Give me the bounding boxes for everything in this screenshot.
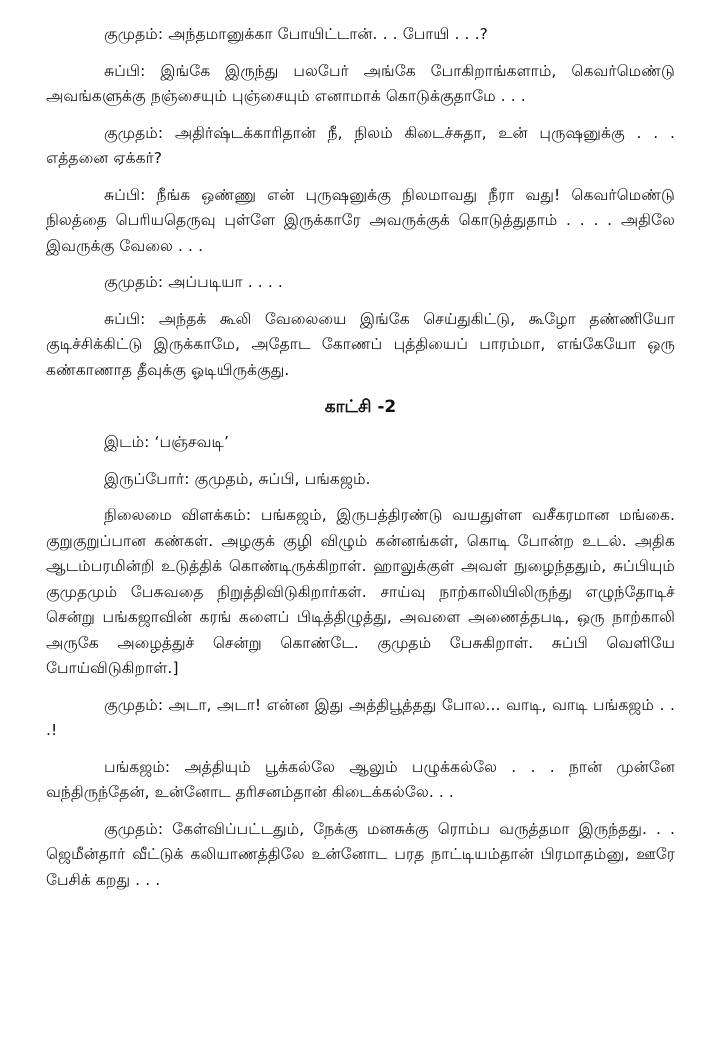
dialogue-kumudham-4: குமுதம்: அடா, அடா! என்ன இது அத்திபூத்தது போல... வாடி, வாடி பங்கஜம் . . .! (46, 695, 675, 739)
dialogue-kumudham-5: குமுதம்: கேள்விப்பட்டதும், நேக்கு மனசுக்கு ரொம்ப வருத்தமா இருந்தது. . . ஜெமீன்தார் வீட்டுக் கலியாணத்திலே உன்னோட பரத நாட்டியம்தான் பிரமாதம்னு, ஊரே பேசிக் கறது . . . (46, 819, 675, 889)
dialogue-suppi-1: சுப்பி: இங்கே இருந்து பலபேர் அங்கே போகிறாங்களாம், கெவர்மெண்டு அவங்களுக்கு நஞ்சையும் புஞ்சையும் எனாமாக் கொடுக்குதாமே . . . (46, 61, 675, 105)
scene-heading: காட்சி -2 (324, 397, 397, 417)
dialogue-kumudham-1: குமுதம்: அந்தமானுக்கா போயிட்டான். . . போயி . . .? (104, 25, 488, 43)
scene-location: இடம்: ‘பஞ்சவடி’ (104, 433, 230, 451)
dialogue-suppi-2: சுப்பி: நீங்க ஒண்ணு என் புருஷனுக்கு நிலமாவது நீரா வது! கெவர்மெண்டு நிலத்தை பெரியதெருவு புள்ளே இருக்காரே அவருக்குக் கொடுத்துதாம் . . . . அதிலே இவருக்கு வேலை . . . (46, 185, 675, 255)
stage-direction: நிலைமை விளக்கம்: பங்கஜம், இருபத்திரண்டு வயதுள்ள வசீகரமான மங்கை. குறுகுறுப்பான கண்கள். அழகுக் குழி விழும் கன்னங்கள், கொடி போன்ற உடல். அதிக ஆடம்பரமின்றி உடுத்திக் கொண்டிருக்கிறாள். ஹாலுக்குள் அவள் நுழைந்ததும், சுப்பியும் குமுதமும் பேசுவதை நிறுத்திவிடுகிறார்கள். சாய்வு நாற்காலியிலிருந்து எழுந்தோடிச் சென்று பங்கஜாவின் கரங் களைப் பிடித்திழுத்து, அவளை அணைத்தபடி, ஒரு நாற்காலி அருகே அழைத்துச் சென்று கொண்டே. குமுதம் பேசுகிறாள். சுப்பி வெளியே போய்விடுகிறாள்.] (46, 506, 675, 677)
dialogue-kumudham-3: குமுதம்: அப்படியா . . . . (104, 273, 283, 291)
dialogue-kumudham-2: குமுதம்: அதிர்ஷ்டக்காரிதான் நீ, நிலம் கிடைச்சுதா, உன் புருஷனுக்கு . . . எத்தனை ஏக்கர்? (46, 123, 675, 167)
scene-characters: இருப்போர்: குமுதம், சுப்பி, பங்கஜம். (104, 469, 371, 488)
dialogue-pankajam-1: பங்கஜம்: அத்தியும் பூக்கல்லே ஆலும் பழுக்கல்லே . . . நான் முன்னே வந்திருந்தேன், உன்னோட தரிசனம்தான் கிடைக்கல்லே. . . (46, 757, 675, 801)
dialogue-suppi-3: சுப்பி: அந்தக் கூலி வேலையை இங்கே செய்துகிட்டு, கூழோ தண்ணியோ குடிச்சிக்கிட்டு இருக்காமே, அதோட கோணப் புத்தியைப் பாரம்மா, எங்கேயோ ஒரு கண்காணாத தீவுக்கு ஓடியிருக்குது. (46, 309, 675, 379)
